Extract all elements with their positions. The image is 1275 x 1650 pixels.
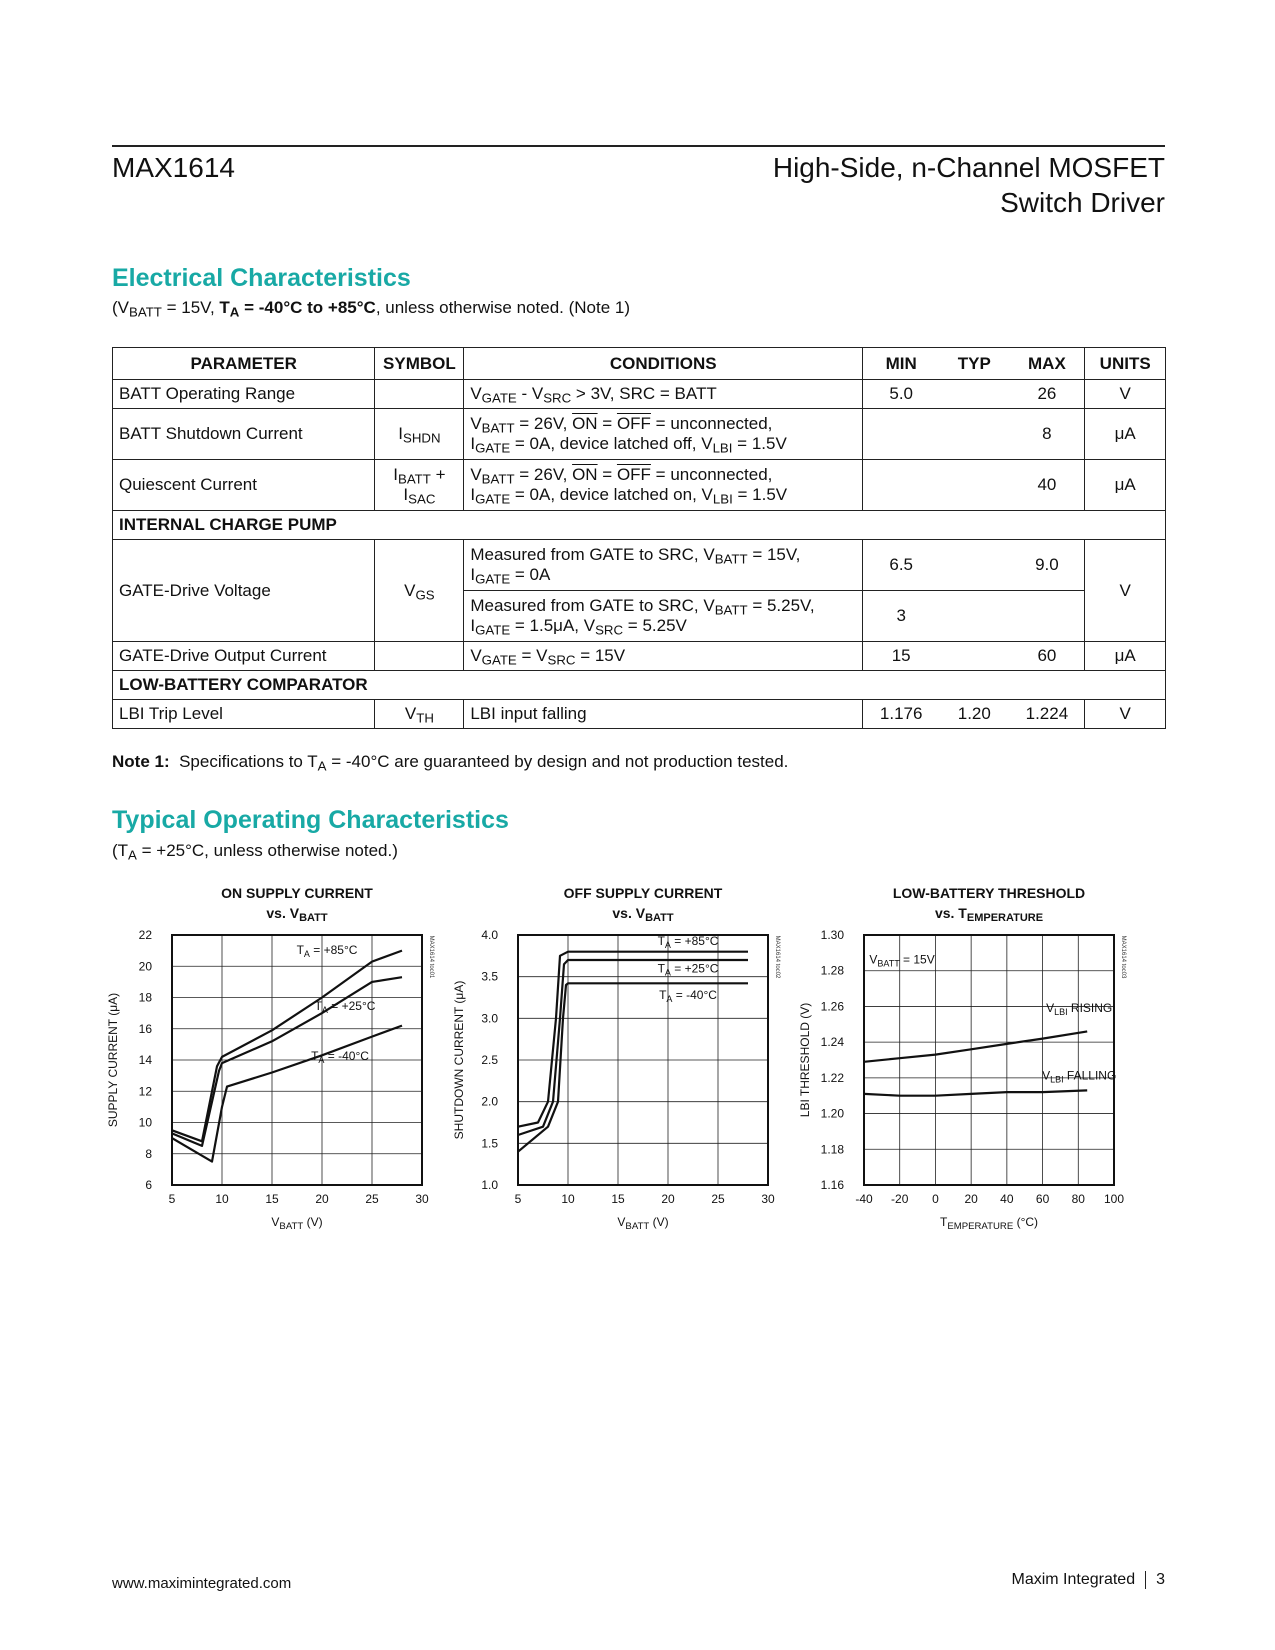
units-cell: μA	[1085, 460, 1166, 511]
series-line-2	[518, 983, 748, 1151]
series-label-sub: A	[664, 940, 671, 950]
max-cell: 8	[1009, 409, 1084, 460]
symbol-cell: $I_{BATT}$ + $I_{SAC}$	[375, 460, 464, 511]
header-rule	[112, 145, 1165, 147]
param-cell: GATE-Drive Voltage	[113, 540, 375, 642]
max-cell: 9.0	[1009, 540, 1084, 591]
table-row	[113, 380, 1166, 409]
table-row	[113, 700, 1166, 729]
section-label: INTERNAL CHARGE PUMP	[113, 511, 1166, 540]
y-tick-label: 1.22	[820, 1070, 844, 1085]
col-min: MIN	[863, 348, 939, 380]
x-tick-label: 100	[1103, 1192, 1125, 1206]
param-cell: LBI Trip Level	[113, 700, 375, 729]
y-tick-label: 16	[138, 1021, 152, 1036]
conditions-cell: $V_{BATT} = 26V$, $\overline{ON} = \overline{OFF}$ = unconnected, $I_{GATE} = 0A$, device latched off, $V_{LBI} = 1.5V$	[464, 409, 863, 460]
max-cell: 1.224	[1009, 700, 1084, 729]
series-label-0	[1046, 1001, 1112, 1017]
y-tick-label: 20	[138, 959, 152, 974]
x-axis-label	[617, 1215, 668, 1232]
param-cell: Quiescent Current	[113, 460, 375, 511]
conditions-cell: $V_{GATE} = V_{SRC} = 15V$	[464, 642, 863, 671]
section-row	[113, 511, 1166, 540]
y-tick-label: 3.5	[481, 969, 498, 984]
table-header-row	[113, 348, 1166, 380]
min-cell: 5.0	[863, 380, 939, 409]
chart-title-base: T	[958, 905, 967, 921]
series-label-1	[315, 999, 376, 1015]
chart-title-vs: vs.	[266, 905, 290, 921]
part-number: MAX1614	[112, 152, 235, 183]
note-sub: A	[317, 758, 327, 774]
x-tick-label: 15	[611, 1192, 625, 1206]
table-row	[113, 642, 1166, 671]
x-tick-label: 5	[514, 1192, 522, 1206]
min-cell	[863, 409, 939, 460]
x-tick-label: 15	[265, 1192, 279, 1206]
chart-annotation	[869, 953, 934, 969]
y-tick-label: 6	[145, 1178, 152, 1192]
min-cell: 6.5	[863, 540, 939, 591]
col-parameter: PARAMETER	[113, 348, 375, 380]
x-axis-label-rest: (V)	[649, 1215, 669, 1229]
series-label-base: V	[1042, 1068, 1051, 1083]
series-label-sub: A	[318, 1055, 325, 1065]
section-label: LOW-BATTERY COMPARATOR	[113, 671, 1166, 700]
y-tick-label: 1.18	[820, 1142, 844, 1157]
units-cell: V	[1085, 540, 1166, 642]
cond-mid: = 15V,	[161, 298, 220, 317]
y-tick-label: 1.16	[820, 1178, 844, 1192]
series-label-base: T	[659, 988, 667, 1003]
chart-title-line2	[266, 905, 327, 924]
chart-id-label: MAX1614 toc02	[774, 935, 780, 979]
series-label-base: T	[296, 942, 304, 957]
min-cell: 1.176	[863, 700, 939, 729]
x-tick-label: 25	[711, 1192, 725, 1206]
title-line-1: High-Side, n-Channel MOSFET	[772, 152, 1165, 183]
y-tick-label: 1.5	[481, 1136, 498, 1151]
chart-svg	[792, 885, 1132, 1245]
cond-bold-rest: = -40°C to +85°C	[239, 298, 376, 317]
graph-on-supply	[100, 885, 440, 1250]
chart-title-base: V	[289, 905, 300, 921]
chart-title-base: V	[635, 905, 646, 921]
y-tick-label: 22	[138, 928, 152, 942]
typ-cell	[939, 591, 1009, 642]
series-line-1	[864, 1090, 1087, 1095]
conditions-cell: LBI input falling	[464, 700, 863, 729]
x-axis-label-sub: BATT	[279, 1221, 304, 1232]
series-label-sub: A	[664, 967, 671, 978]
series-line-2	[172, 1026, 402, 1162]
series-label-sub: A	[303, 948, 310, 959]
x-tick-label: 0	[932, 1192, 939, 1206]
x-axis-label	[271, 1215, 322, 1232]
series-label-sub: LBI	[1054, 1006, 1068, 1017]
series-label-0	[297, 943, 358, 959]
series-label-rest: = +85°C	[670, 934, 719, 948]
param-cell: GATE-Drive Output Current	[113, 642, 375, 671]
title-line-2: Switch Driver	[1000, 187, 1165, 218]
typical-heading: Typical Operating Characteristics	[112, 806, 509, 834]
col-typ: TYP	[939, 348, 1009, 380]
y-tick-label: 1.26	[820, 999, 844, 1014]
annotation-sub: BATT	[877, 958, 900, 969]
plot-frame	[864, 935, 1114, 1185]
y-tick-label: 3.0	[481, 1011, 498, 1026]
max-cell	[1009, 591, 1084, 642]
typ-cell	[939, 642, 1009, 671]
chart-svg	[446, 885, 786, 1245]
y-axis-label: LBI THRESHOLD (V)	[798, 1002, 812, 1118]
x-tick-label: 10	[561, 1192, 575, 1206]
page-number: 3	[1156, 1571, 1165, 1589]
units-cell: μA	[1085, 409, 1166, 460]
x-axis-label-sub: BATT	[625, 1221, 650, 1232]
cond-bold-sub: A	[229, 304, 240, 320]
min-cell	[863, 460, 939, 511]
typ-cell	[939, 409, 1009, 460]
footer-company: Maxim Integrated	[1011, 1571, 1136, 1589]
y-tick-label: 8	[145, 1146, 152, 1161]
electrical-heading: Electrical Characteristics	[112, 264, 411, 292]
series-label-rest: FALLING	[1063, 1068, 1117, 1083]
series-label-rest: RISING	[1067, 1000, 1113, 1015]
series-line-0	[864, 1031, 1087, 1061]
series-label-sub: A	[321, 1005, 328, 1015]
min-cell: 3	[863, 591, 939, 642]
max-cell: 40	[1009, 460, 1084, 511]
param-cell: BATT Operating Range	[113, 380, 375, 409]
series-label-rest: = +85°C	[309, 942, 358, 957]
conditions-cell: $V_{GATE} - V_{SRC} > 3V$, SRC = BATT	[464, 380, 863, 409]
document-title	[773, 150, 1165, 220]
units-cell: V	[1085, 380, 1166, 409]
x-axis-label	[940, 1215, 1038, 1232]
series-label-rest: = -40°C	[672, 988, 717, 1003]
y-tick-label: 1.0	[481, 1178, 498, 1192]
min-cell: 15	[863, 642, 939, 671]
typ-cell	[939, 540, 1009, 591]
note-rest: = -40°C are guaranteed by design and not production tested.	[326, 752, 789, 771]
chart-title: OFF SUPPLY CURRENT	[563, 885, 723, 901]
max-cell: 26	[1009, 380, 1084, 409]
tcond-rest: = +25°C, unless otherwise noted.)	[136, 841, 398, 860]
section-row	[113, 671, 1166, 700]
x-axis-label-sub: EMPERATURE	[947, 1221, 1014, 1232]
conditions-cell: Measured from GATE to SRC, $V_{BATT} = 15V$, $I_{GATE} = 0A$	[464, 540, 863, 591]
chart-title: LOW-BATTERY THRESHOLD	[892, 885, 1086, 901]
series-label-sub: LBI	[1050, 1074, 1064, 1085]
tcond-sub: A	[128, 847, 137, 863]
x-tick-label: 10	[215, 1192, 229, 1206]
table-row	[113, 409, 1166, 460]
cond-pre: (V	[112, 298, 129, 317]
x-tick-label: 40	[1000, 1192, 1014, 1206]
symbol-cell	[375, 642, 464, 671]
x-tick-label: 20	[964, 1192, 978, 1206]
col-conditions: CONDITIONS	[464, 348, 863, 380]
series-label-rest: = +25°C	[670, 961, 719, 976]
graph-lbi-threshold	[792, 885, 1132, 1250]
series-label-1	[658, 962, 719, 978]
footer-separator	[1145, 1571, 1146, 1589]
x-axis-label-base: T	[939, 1215, 948, 1229]
series-label-2	[311, 1049, 369, 1065]
chart-title-vs: vs.	[934, 905, 959, 921]
y-tick-label: 2.5	[481, 1053, 498, 1067]
x-axis-label-rest: (°C)	[1013, 1215, 1039, 1229]
x-axis-label-rest: (V)	[303, 1215, 323, 1229]
typical-conditions	[112, 841, 398, 861]
electrical-table	[112, 347, 1166, 729]
symbol-cell: $V_{GS}$	[375, 540, 464, 642]
x-tick-label: 30	[761, 1192, 775, 1206]
series-label-base: T	[657, 934, 665, 948]
electrical-conditions	[112, 298, 630, 318]
chart-title-line2	[612, 905, 673, 924]
y-tick-label: 1.28	[820, 963, 844, 978]
note-text: Specifications to T	[179, 752, 318, 771]
y-tick-label: 18	[138, 990, 152, 1005]
symbol-cell: $V_{TH}$	[375, 700, 464, 729]
symbol-cell: $I_{SHDN}$	[375, 409, 464, 460]
cond-sub: BATT	[129, 304, 162, 320]
table-note	[112, 752, 788, 772]
col-units: UNITS	[1085, 348, 1166, 380]
x-axis-label-base: V	[271, 1215, 280, 1229]
x-tick-label: 5	[168, 1192, 176, 1206]
footer-right	[1011, 1571, 1165, 1589]
series-label-base: T	[314, 999, 322, 1013]
chart-title-sub: EMPERATURE	[966, 912, 1044, 924]
y-tick-label: 10	[138, 1115, 152, 1130]
typ-cell	[939, 380, 1009, 409]
y-axis-label: SUPPLY CURRENT (μA)	[106, 992, 120, 1128]
y-tick-label: 1.20	[820, 1106, 844, 1121]
footer-url[interactable]: www.maximintegrated.com	[112, 1575, 292, 1592]
chart-title-line2	[935, 905, 1043, 924]
x-tick-label: -40	[855, 1192, 873, 1206]
y-tick-label: 1.24	[820, 1035, 844, 1050]
series-label-rest: = +25°C	[327, 999, 376, 1013]
chart-title: ON SUPPLY CURRENT	[221, 885, 373, 901]
chart-title-sub: BATT	[645, 912, 674, 924]
y-tick-label: 2.0	[481, 1094, 498, 1109]
y-axis-label: SHUTDOWN CURRENT (μA)	[452, 980, 466, 1140]
x-tick-label: 80	[1071, 1192, 1085, 1206]
x-tick-label: 25	[365, 1192, 379, 1206]
annotation-rest: = 15V	[899, 952, 935, 967]
chart-id-label: MAX1614 toc03	[1120, 935, 1126, 979]
max-cell: 60	[1009, 642, 1084, 671]
series-label-0	[658, 934, 719, 950]
x-tick-label: -20	[891, 1192, 909, 1206]
units-cell: V	[1085, 700, 1166, 729]
conditions-cell: Measured from GATE to SRC, $V_{BATT} = 5.25V$, $I_{GATE} = 1.5\mu A$, $V_{SRC} = 5.25V$	[464, 591, 863, 642]
y-tick-label: 14	[138, 1053, 152, 1067]
x-tick-label: 20	[661, 1192, 675, 1206]
col-max: MAX	[1009, 348, 1084, 380]
tcond-pre: (T	[112, 841, 129, 860]
table-row	[113, 460, 1166, 511]
col-symbol: SYMBOL	[375, 348, 464, 380]
cond-post: , unless otherwise noted. (Note 1)	[375, 298, 630, 317]
note-label: Note 1:	[112, 752, 170, 771]
chart-svg	[100, 885, 440, 1245]
cond-bold-t: T	[219, 298, 230, 317]
series-label-base: T	[311, 1049, 319, 1063]
symbol-cell	[375, 380, 464, 409]
x-tick-label: 20	[315, 1192, 329, 1206]
series-label-base: T	[657, 961, 665, 976]
x-tick-label: 30	[415, 1192, 429, 1206]
chart-title-vs: vs.	[612, 905, 636, 921]
param-cell: BATT Shutdown Current	[113, 409, 375, 460]
annotation-base: V	[869, 952, 878, 967]
units-cell: μA	[1085, 642, 1166, 671]
chart-id-label: MAX1614 toc01	[428, 935, 434, 979]
typ-cell	[939, 460, 1009, 511]
graph-off-supply	[446, 885, 786, 1250]
series-label-1	[1042, 1069, 1116, 1085]
x-axis-label-base: V	[617, 1215, 626, 1229]
table-row	[113, 540, 1166, 591]
chart-title-sub: BATT	[299, 912, 328, 924]
series-label-sub: A	[666, 994, 673, 1005]
conditions-cell: $V_{BATT} = 26V$, $\overline{ON} = \overline{OFF}$ = unconnected, $I_{GATE} = 0A$, device latched on, $V_{LBI} = 1.5V$	[464, 460, 863, 511]
series-label-rest: = -40°C	[324, 1049, 369, 1063]
y-tick-label: 4.0	[481, 928, 498, 942]
y-tick-label: 12	[138, 1084, 152, 1099]
typ-cell: 1.20	[939, 700, 1009, 729]
series-label-base: V	[1046, 1000, 1055, 1015]
y-tick-label: 1.30	[820, 928, 844, 942]
x-tick-label: 60	[1035, 1192, 1050, 1206]
